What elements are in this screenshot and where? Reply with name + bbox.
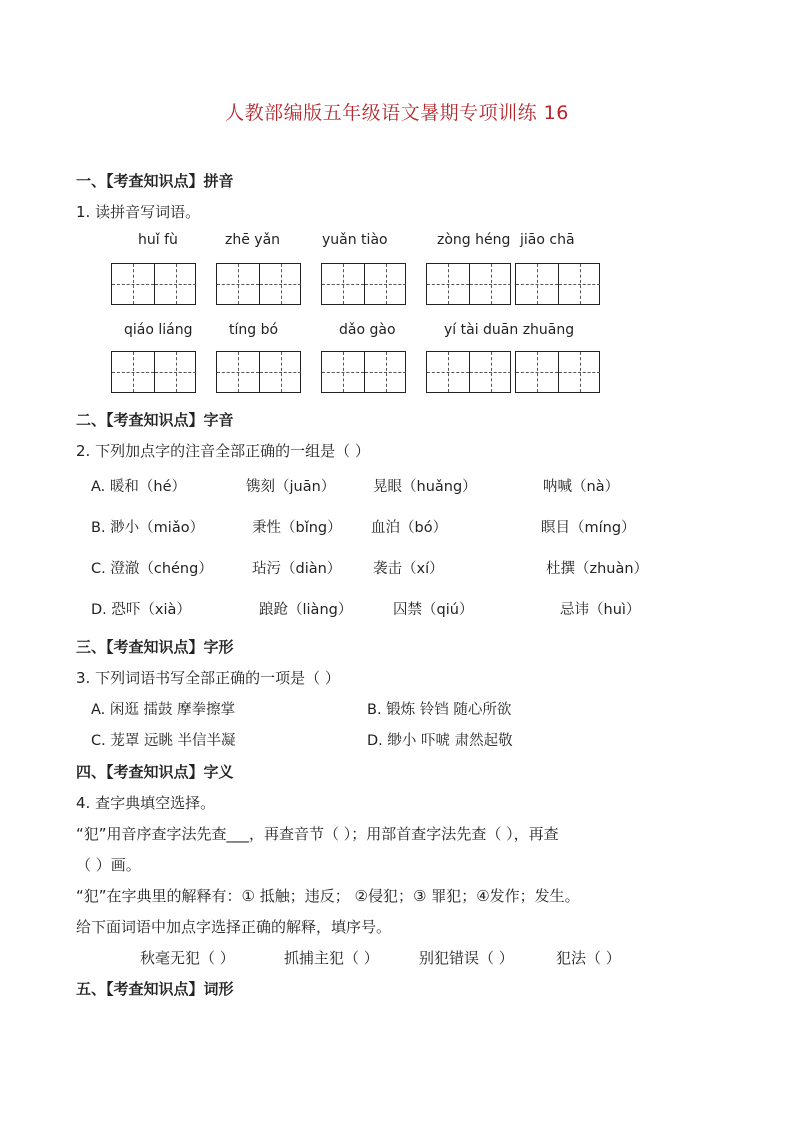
writing-grid-box[interactable] — [321, 263, 406, 305]
option-a-item: 镌刻（juān） — [246, 479, 336, 495]
writing-grid-box[interactable] — [321, 351, 406, 393]
option-d-item: 踉跄（liàng） — [259, 602, 353, 618]
option-d: D. 缈小 吓唬 肃然起敬 — [367, 733, 513, 749]
pinyin-label: huǐ fù — [138, 232, 178, 248]
option-c-item: C. 澄澈（chéng） — [91, 561, 213, 577]
option-d-item: D. 恐吓（xià） — [91, 602, 191, 618]
writing-grid-box[interactable] — [515, 351, 600, 393]
option-a-item: 呐喊（nà） — [543, 479, 620, 495]
question-4-line-3: “犯”在字典里的解释有：① 抵触；违反； ②侵犯；③ 罪犯；④发作；发生。 — [76, 887, 580, 905]
question-2-stem: 2. 下列加点字的注音全部正确的一组是（ ） — [76, 442, 370, 460]
section-heading-meaning: 四、【考查知识点】字义 — [76, 763, 234, 781]
question-4-stem: 4. 查字典填空选择。 — [76, 794, 216, 812]
writing-grid-box[interactable] — [111, 263, 196, 305]
pinyin-label: qiáo liáng — [124, 322, 193, 338]
option-c: C. 茏罩 远眺 半信半凝 — [91, 733, 236, 749]
section-heading-pronunciation: 二、【考查知识点】字音 — [76, 411, 234, 429]
option-b: B. 锻炼 铃铛 随心所欲 — [367, 702, 512, 718]
section-heading-pinyin: 一、【考查知识点】拼音 — [76, 172, 234, 190]
fill-item: 秋毫无犯（ ） — [140, 949, 235, 967]
option-d-item: 囚禁（qiú） — [393, 602, 474, 618]
option-a-item: 晃眼（huǎng） — [373, 479, 477, 495]
writing-grid-box[interactable] — [515, 263, 600, 305]
section-heading-word-form: 五、【考查知识点】词形 — [76, 980, 234, 998]
option-c-item: 杜撰（zhuàn） — [546, 561, 649, 577]
option-c-item: 玷污（diàn） — [252, 561, 342, 577]
question-4-line-1: “犯”用音序查字法先查___，再查音节（ ）；用部首查字法先查（ ），再查 — [76, 825, 559, 843]
fill-item: 犯法（ ） — [556, 949, 621, 967]
pinyin-label: jiāo chā — [520, 232, 575, 248]
option-a: A. 闲逛 擂鼓 摩拳擦掌 — [91, 702, 236, 718]
option-a-item: A. 暖和（hé） — [91, 479, 186, 495]
question-4-line-4: 给下面词语中加点字选择正确的解释，填序号。 — [76, 918, 392, 936]
option-b-item: 瞑目（míng） — [541, 520, 636, 536]
fill-item: 抓捕主犯（ ） — [284, 949, 379, 967]
writing-grid-box[interactable] — [216, 351, 301, 393]
writing-grid-box[interactable] — [111, 351, 196, 393]
writing-grid-box[interactable] — [426, 351, 511, 393]
pinyin-label: dǎo gào — [339, 322, 396, 338]
option-d-item: 忌讳（huì） — [560, 602, 641, 618]
pinyin-label: yí tài duān zhuāng — [444, 322, 575, 338]
option-c-item: 袭击（xí） — [373, 561, 444, 577]
question-3-stem: 3. 下列词语书写全部正确的一项是（ ） — [76, 669, 340, 687]
question-1-stem: 1. 读拼音写词语。 — [76, 203, 201, 221]
option-b-item: 血泊（bó） — [371, 520, 448, 536]
page-title: 人教部编版五年级语文暑期专项训练 16 — [225, 102, 569, 124]
question-4-line-2: （ ）画。 — [76, 856, 141, 874]
writing-grid-box[interactable] — [426, 263, 511, 305]
pinyin-label: tíng bó — [229, 322, 279, 338]
option-b-item: 秉性（bǐng） — [252, 520, 342, 536]
section-heading-glyph: 三、【考查知识点】字形 — [76, 638, 234, 656]
fill-item: 别犯错误（ ） — [419, 949, 514, 967]
writing-grid-box[interactable] — [216, 263, 301, 305]
pinyin-label: zhē yǎn — [225, 232, 281, 248]
option-b-item: B. 渺小（miǎo） — [91, 520, 205, 536]
pinyin-label: yuǎn tiào — [322, 232, 388, 248]
pinyin-label: zòng héng — [437, 232, 511, 248]
